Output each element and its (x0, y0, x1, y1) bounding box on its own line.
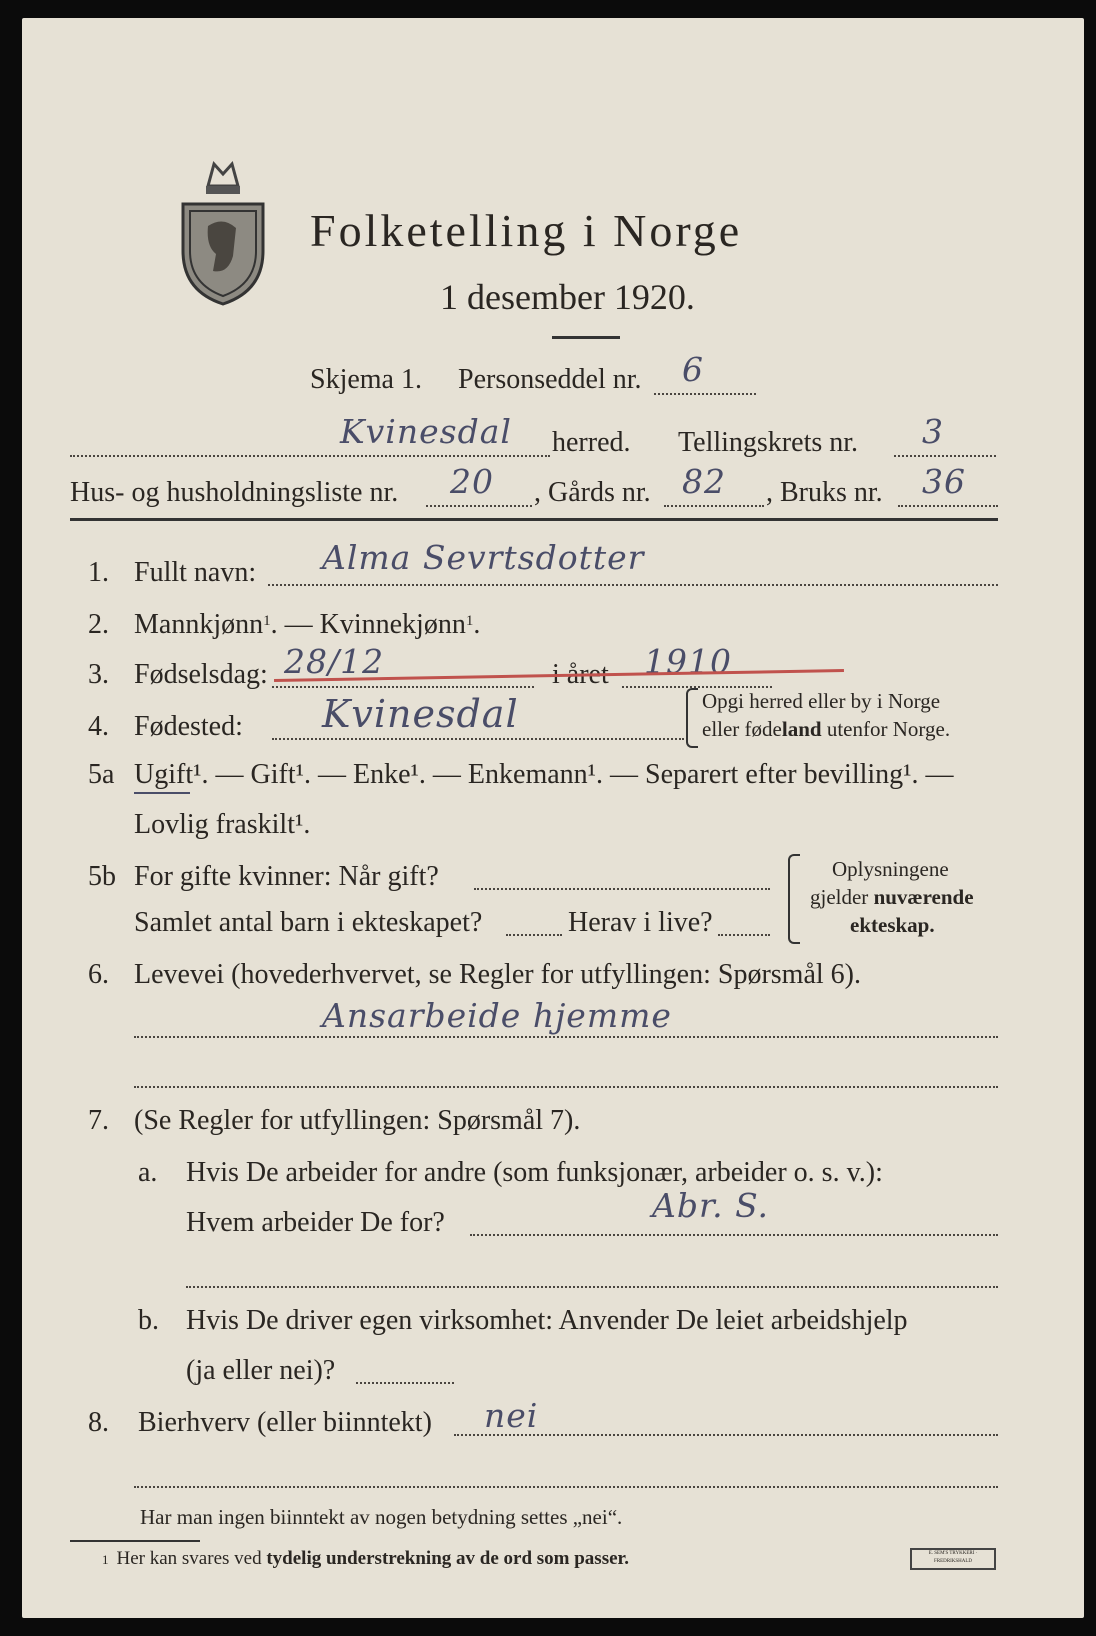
q7a-letter: a. (138, 1157, 158, 1188)
q1-number: 1. (88, 557, 109, 588)
q5b-note-1: Oplysningene (832, 857, 949, 881)
tellingskrets-line (894, 455, 996, 457)
q8-number: 8. (88, 1407, 109, 1438)
footer-note: Har man ingen biinntekt av nogen betydning settes „nei“. (140, 1505, 623, 1529)
q3-value[interactable]: 28/12 (284, 642, 385, 681)
q8-label: Bierhverv (eller biinntekt) (138, 1407, 432, 1438)
q7a-line-2 (186, 1286, 998, 1288)
q7a-value[interactable]: Abr. S. (652, 1186, 770, 1225)
q5a-number: 5a (88, 759, 115, 790)
q6-line-2 (134, 1086, 998, 1088)
bruks-value[interactable]: 36 (922, 462, 966, 501)
printer-stamp: E. SEM'S TRYKKERI · FREDRIKSHALD (910, 1548, 996, 1570)
q3-number: 3. (88, 659, 109, 690)
ugift-underline-mark (134, 792, 190, 794)
gards-label: , Gårds nr. (534, 477, 651, 508)
q4-note-2: eller fødeland utenfor Norge. (702, 717, 951, 741)
q2-option-male[interactable]: Mannkjønn (134, 609, 264, 640)
q5b-label: For gifte kvinner: Når gift? (134, 861, 439, 892)
personseddel-label: Personseddel nr. (458, 364, 642, 395)
tellingskrets-label: Tellingskrets nr. (678, 427, 859, 458)
q7a-text: Hvis De arbeider for andre (som funksjonær, arbeider o. s. v.): (186, 1157, 883, 1188)
q7b-line (356, 1382, 454, 1384)
q8-value[interactable]: nei (484, 1396, 539, 1435)
skjema-label: Skjema 1. (310, 364, 422, 395)
q5a-options[interactable]: Ugift¹. — Gift¹. — Enke¹. — Enkemann¹. — Separert efter bevilling¹. — (134, 759, 954, 790)
q5b-note-2: gjelder nuværende (810, 885, 974, 909)
q5b-line (474, 888, 770, 890)
q7b-letter: b. (138, 1305, 159, 1336)
coat-of-arms-icon (178, 156, 268, 311)
q6-line (134, 1036, 998, 1038)
q2-option-female[interactable]: . — Kvinnekjønn (270, 609, 466, 640)
gards-line (664, 505, 764, 507)
q1-line (268, 584, 998, 586)
q5b-line-3 (718, 934, 770, 936)
form-title: Folketelling i Norge (310, 205, 743, 256)
q6-number: 6. (88, 959, 109, 990)
q5b-label-2: Samlet antal barn i ekteskapet? (134, 907, 483, 938)
q5b-brace (788, 854, 800, 944)
q5b-number: 5b (88, 861, 116, 892)
census-form-page (22, 18, 1084, 1618)
q3-year-label: i året (552, 659, 609, 690)
q2-number: 2. (88, 609, 109, 640)
footnote: 1 Her kan svares ved tydelig understrekning av de ord som passer. (102, 1548, 629, 1569)
q5b-note-3: ekteskap. (850, 913, 935, 937)
personseddel-value[interactable]: 6 (682, 350, 704, 389)
bruks-label: , Bruks nr. (766, 477, 883, 508)
herred-label: herred. (552, 427, 631, 458)
q7a-label: Hvem arbeider De for? (186, 1207, 445, 1238)
bruks-line (898, 505, 998, 507)
q4-value[interactable]: Kvinesdal (322, 692, 519, 736)
form-subtitle: 1 desember 1920. (440, 277, 695, 317)
q1-label: Fullt navn: (134, 557, 257, 588)
title-rule (552, 336, 620, 339)
hus-line (426, 505, 532, 507)
footnote-rule (70, 1540, 200, 1542)
q5b-line-2 (506, 934, 562, 936)
q3-line (272, 686, 534, 688)
q7a-line (470, 1234, 998, 1236)
herred-line (70, 455, 550, 457)
personseddel-line (654, 393, 756, 395)
q1-value[interactable]: Alma Sevrtsdotter (322, 538, 645, 577)
q3-year-value[interactable]: 1910 (644, 642, 732, 681)
q7b-text: Hvis De driver egen virksomhet: Anvender De leiet arbeidshjelp (186, 1305, 908, 1336)
q3-label: Fødselsdag: (134, 659, 268, 690)
q4-brace (686, 688, 698, 748)
q4-number: 4. (88, 711, 109, 742)
q4-note-1: Opgi herred eller by i Norge (702, 689, 941, 713)
q5a-options-cont[interactable]: Lovlig fraskilt¹. (134, 809, 311, 840)
header-divider (70, 518, 998, 521)
q6-text: Levevei (hovederhvervet, se Regler for utfyllingen: Spørsmål 6). (134, 959, 861, 990)
q4-line (272, 738, 684, 740)
hus-label: Hus- og husholdningsliste nr. (70, 477, 399, 508)
q5b-label-3: Herav i live? (568, 907, 713, 938)
q6-value[interactable]: Ansarbeide hjemme (322, 996, 672, 1035)
q7b-label: (ja eller nei)? (186, 1355, 336, 1386)
q7-number: 7. (88, 1105, 109, 1136)
q8-line-2 (134, 1486, 998, 1488)
q4-label: Fødested: (134, 711, 243, 742)
hus-value[interactable]: 20 (450, 462, 494, 501)
gards-value[interactable]: 82 (682, 462, 726, 501)
tellingskrets-value[interactable]: 3 (922, 412, 944, 451)
q2-text: Mannkjønn$^1$. — Kvinnekjønn$^1$. (134, 609, 481, 640)
herred-value[interactable]: Kvinesdal (340, 412, 512, 451)
q7-text: (Se Regler for utfyllingen: Spørsmål 7). (134, 1105, 581, 1136)
